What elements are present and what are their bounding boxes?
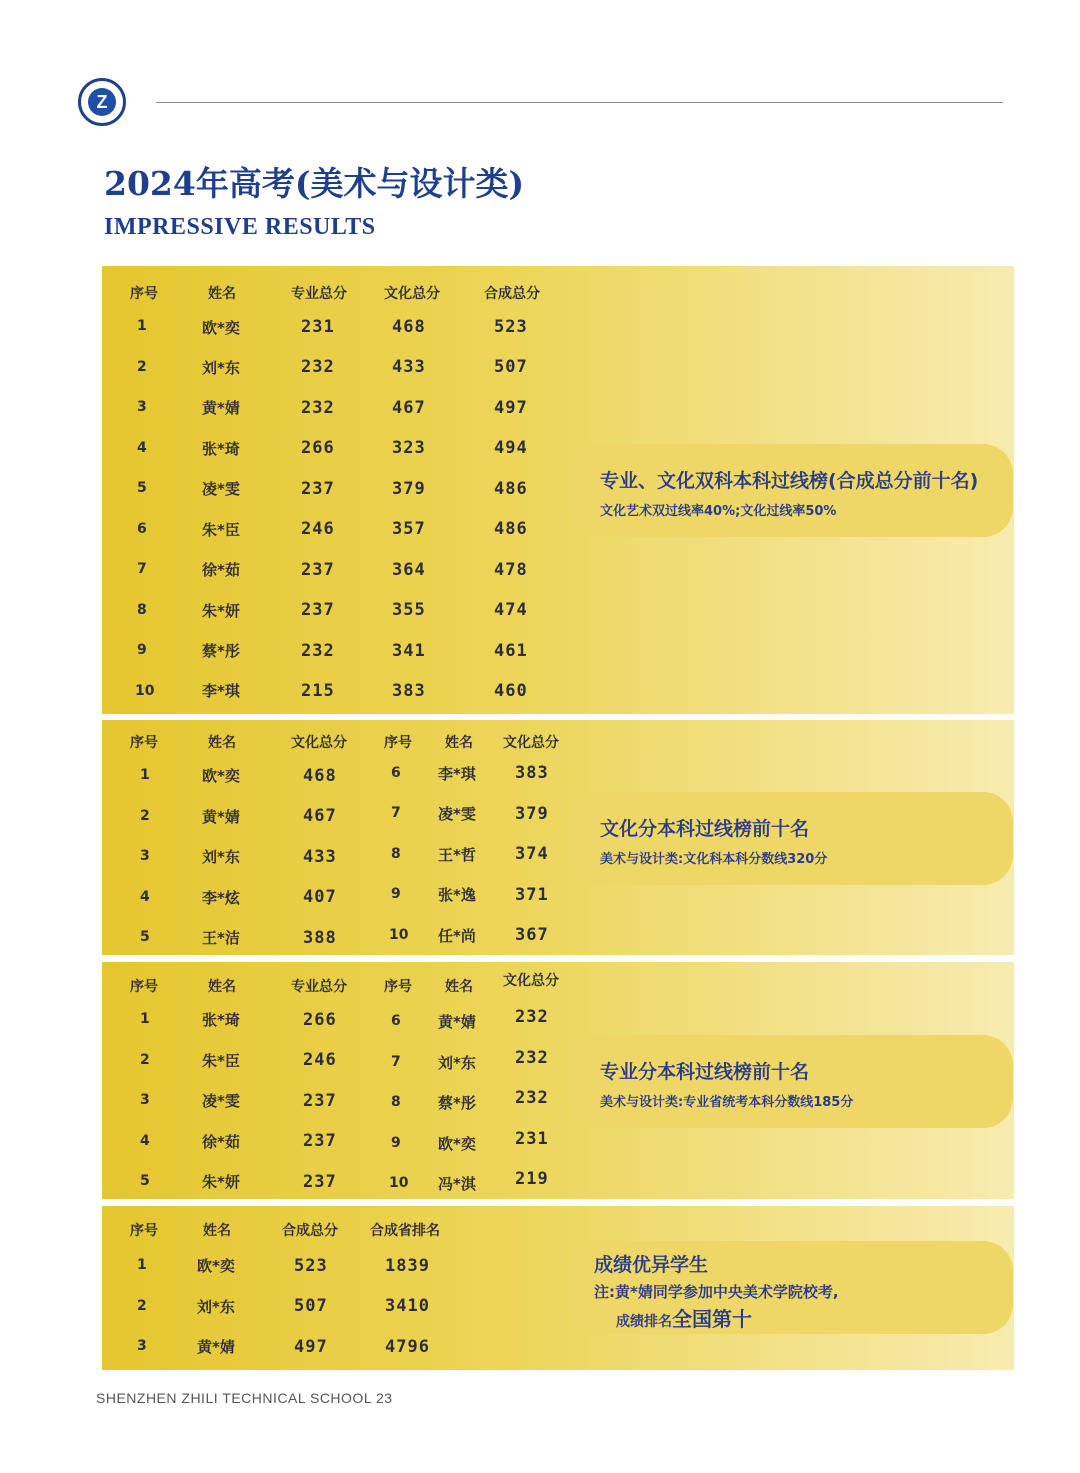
row-major: 266	[301, 438, 335, 458]
badge-title: 专业分本科过线榜前十名	[600, 1061, 810, 1083]
row-name: 王*哲	[438, 846, 476, 864]
row-name: 张*琦	[202, 1011, 240, 1029]
row-total: 460	[494, 681, 528, 701]
row-major: 266	[303, 1010, 337, 1030]
row-major: 232	[301, 641, 335, 661]
row-name: 朱*妍	[202, 602, 240, 620]
row-index: 4	[140, 1133, 150, 1149]
row-total: 474	[494, 600, 528, 620]
row-name: 李*炫	[202, 889, 240, 907]
row-major: 237	[301, 560, 335, 580]
row-name: 刘*东	[197, 1298, 235, 1316]
header-divider	[156, 102, 1003, 103]
badge-double-pass	[568, 444, 1013, 537]
row-total: 497	[494, 398, 528, 418]
row-name: 黄*婧	[197, 1338, 235, 1356]
header-culture-score: 文化总分	[384, 286, 440, 302]
row-total: 478	[494, 560, 528, 580]
header-culture-score: 文化总分	[503, 973, 559, 989]
header-index: 序号	[384, 979, 412, 995]
row-name: 王*洁	[202, 929, 240, 947]
header-major-score: 专业总分	[291, 286, 347, 302]
row-index: 1	[137, 1257, 147, 1273]
badge-note-line2	[616, 1303, 752, 1332]
row-total: 497	[294, 1337, 328, 1357]
badge-title: 文化分本科过线榜前十名	[600, 818, 810, 840]
row-index: 3	[140, 1092, 150, 1108]
row-index: 8	[391, 1094, 401, 1110]
row-major: 232	[301, 357, 335, 377]
row-culture: 388	[303, 928, 337, 948]
row-name: 凌*雯	[202, 1092, 240, 1110]
badge-title: 专业、文化双科本科过线榜(合成总分前十名)	[600, 470, 979, 492]
row-name: 朱*臣	[202, 521, 240, 539]
row-index: 8	[391, 846, 401, 862]
row-culture: 232	[515, 1007, 549, 1027]
badge-note-emphasis: 全国第十	[672, 1307, 752, 1331]
row-name: 徐*茹	[202, 1133, 240, 1151]
row-name: 刘*东	[438, 1054, 476, 1072]
badge-major-top10	[568, 1035, 1013, 1128]
row-index: 3	[137, 399, 147, 415]
row-name: 欧*奕	[202, 319, 240, 337]
row-index: 1	[140, 767, 150, 783]
row-name: 黄*婧	[438, 1013, 476, 1031]
row-index: 2	[137, 359, 147, 375]
header-name: 姓名	[445, 979, 473, 995]
page-footer: SHENZHEN ZHILI TECHNICAL SCHOOL 23	[96, 1390, 393, 1406]
header-name: 姓名	[208, 979, 236, 995]
header-culture-score: 文化总分	[291, 735, 347, 751]
row-total: 461	[494, 641, 528, 661]
row-major: 215	[301, 681, 335, 701]
header-name: 姓名	[208, 735, 236, 751]
row-major: 231	[301, 317, 335, 337]
header-name: 姓名	[445, 735, 473, 751]
row-culture: 379	[392, 479, 426, 499]
row-index: 9	[137, 642, 147, 658]
header-culture-score: 文化总分	[503, 735, 559, 751]
row-culture: 232	[515, 1048, 549, 1068]
logo-letter: Z	[88, 88, 116, 116]
row-index: 3	[137, 1338, 147, 1354]
page-subtitle: IMPRESSIVE RESULTS	[104, 214, 376, 240]
row-name: 张*琦	[202, 440, 240, 458]
row-index: 1	[140, 1011, 150, 1027]
row-name: 蔡*彤	[438, 1094, 476, 1112]
header-total-score: 合成总分	[484, 286, 540, 302]
row-culture: 383	[515, 763, 549, 783]
row-rank: 4796	[385, 1337, 430, 1357]
row-name: 朱*妍	[202, 1173, 240, 1191]
header-index: 序号	[130, 286, 158, 302]
row-total: 507	[294, 1296, 328, 1316]
header-name: 姓名	[203, 1223, 231, 1239]
row-index: 7	[391, 1054, 401, 1070]
row-index: 6	[391, 765, 401, 781]
badge-note-prefix: 成绩排名	[616, 1314, 672, 1330]
badge-note: 文化艺术双过线率40%;文化过线率50%	[600, 504, 837, 519]
row-rank: 3410	[385, 1296, 430, 1316]
row-major: 232	[301, 398, 335, 418]
header-major-score: 专业总分	[291, 979, 347, 995]
row-total: 523	[294, 1256, 328, 1276]
row-major: 237	[301, 479, 335, 499]
row-total: 523	[494, 317, 528, 337]
row-index: 2	[140, 808, 150, 824]
row-culture: 364	[392, 560, 426, 580]
row-major: 237	[303, 1091, 337, 1111]
row-index: 7	[137, 561, 147, 577]
row-index: 10	[389, 927, 409, 943]
header-province-rank: 合成省排名	[370, 1223, 440, 1239]
school-logo	[78, 78, 126, 126]
row-rank: 1839	[385, 1256, 430, 1276]
row-name: 冯*淇	[438, 1175, 476, 1193]
row-name: 徐*茹	[202, 561, 240, 579]
badge-title: 成绩优异学生	[594, 1254, 709, 1276]
row-culture: 383	[392, 681, 426, 701]
row-index: 1	[137, 318, 147, 334]
badge-note: 注:黄*婧同学参加中央美术学院校考,	[594, 1283, 839, 1301]
row-name: 李*琪	[438, 765, 476, 783]
header-name: 姓名	[208, 286, 236, 302]
row-name: 欧*奕	[202, 767, 240, 785]
row-culture: 357	[392, 519, 426, 539]
row-index: 5	[140, 1173, 150, 1189]
row-name: 刘*东	[202, 848, 240, 866]
row-culture: 371	[515, 885, 549, 905]
row-total: 494	[494, 438, 528, 458]
row-index: 2	[140, 1052, 150, 1068]
badge-culture-top10	[568, 792, 1013, 885]
row-culture: 407	[303, 887, 337, 907]
row-culture: 433	[392, 357, 426, 377]
row-name: 黄*婧	[202, 399, 240, 417]
row-total: 486	[494, 479, 528, 499]
row-index: 4	[140, 889, 150, 905]
badge-outstanding	[568, 1241, 1013, 1334]
header-index: 序号	[384, 735, 412, 751]
row-name: 欧*奕	[438, 1135, 476, 1153]
row-culture: 323	[392, 438, 426, 458]
header-index: 序号	[130, 979, 158, 995]
row-culture: 355	[392, 600, 426, 620]
row-name: 刘*东	[202, 359, 240, 377]
row-name: 黄*婧	[202, 808, 240, 826]
row-major: 246	[301, 519, 335, 539]
row-name: 凌*雯	[438, 805, 476, 823]
row-index: 10	[389, 1175, 409, 1191]
row-index: 5	[137, 480, 147, 496]
row-index: 8	[137, 602, 147, 618]
row-culture: 232	[515, 1088, 549, 1108]
row-name: 蔡*彤	[202, 642, 240, 660]
row-culture: 374	[515, 844, 549, 864]
row-name: 任*尚	[438, 927, 476, 945]
row-major: 237	[303, 1172, 337, 1192]
row-name: 李*琪	[202, 682, 240, 700]
row-culture: 219	[515, 1169, 549, 1189]
row-index: 5	[140, 929, 150, 945]
row-culture: 467	[303, 806, 337, 826]
row-culture: 231	[515, 1129, 549, 1149]
row-culture: 367	[515, 925, 549, 945]
row-index: 4	[137, 440, 147, 456]
row-index: 2	[137, 1298, 147, 1314]
row-name: 朱*臣	[202, 1052, 240, 1070]
row-culture: 468	[392, 317, 426, 337]
row-major: 237	[303, 1131, 337, 1151]
row-index: 10	[135, 683, 155, 699]
header-total-score: 合成总分	[282, 1223, 338, 1239]
row-major: 237	[301, 600, 335, 620]
row-index: 6	[391, 1013, 401, 1029]
badge-note: 美术与设计类:文化科本科分数线320分	[600, 852, 828, 867]
row-major: 246	[303, 1050, 337, 1070]
row-culture: 379	[515, 804, 549, 824]
row-culture: 341	[392, 641, 426, 661]
badge-note: 美术与设计类:专业省统考本科分数线185分	[600, 1095, 854, 1110]
row-index: 6	[137, 521, 147, 537]
row-name: 张*逸	[438, 886, 476, 904]
header-index: 序号	[130, 1223, 158, 1239]
row-index: 9	[391, 886, 401, 902]
page-title: 2024年高考(美术与设计类)	[104, 164, 525, 203]
row-name: 凌*雯	[202, 480, 240, 498]
row-total: 486	[494, 519, 528, 539]
row-culture: 433	[303, 847, 337, 867]
row-index: 7	[391, 805, 401, 821]
header-index: 序号	[130, 735, 158, 751]
row-culture: 467	[392, 398, 426, 418]
row-total: 507	[494, 357, 528, 377]
row-index: 3	[140, 848, 150, 864]
row-culture: 468	[303, 766, 337, 786]
row-index: 9	[391, 1135, 401, 1151]
row-name: 欧*奕	[197, 1257, 235, 1275]
